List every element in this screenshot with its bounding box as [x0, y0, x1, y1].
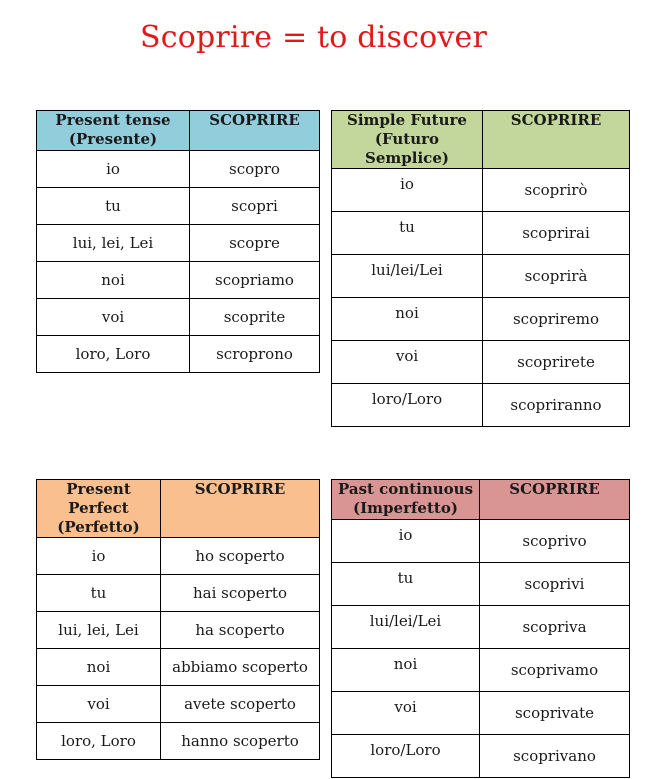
tense-name: Past continuous — [337, 480, 474, 498]
pronoun-cell: tu — [332, 212, 483, 255]
pronoun-cell: loro, Loro — [37, 336, 190, 373]
pronoun-cell: io — [37, 151, 190, 188]
table-row — [37, 649, 320, 686]
pronoun-cell: io — [332, 520, 480, 563]
verb-form-cell: avete scoperto — [161, 686, 320, 723]
verb-form-cell: scoprirò — [483, 169, 630, 212]
simple-future-header — [332, 111, 483, 169]
verb-form-cell: scoprirete — [483, 341, 630, 384]
table-row — [37, 686, 320, 723]
present-perfect-header — [37, 480, 161, 538]
table-row — [332, 169, 630, 212]
pronoun-cell: noi — [332, 298, 483, 341]
verb-form-cell: scopri — [190, 188, 320, 225]
table-row — [332, 384, 630, 427]
table-row — [37, 225, 320, 262]
tense-italian-name: (Perfetto) — [57, 518, 140, 536]
verb-form-cell: scopro — [190, 151, 320, 188]
verb-header: SCOPRIRE — [190, 111, 320, 151]
table-row — [332, 735, 630, 778]
table-row — [37, 336, 320, 373]
verb-form-cell: scoprivano — [480, 735, 630, 778]
pronoun-cell: lui/lei/Lei — [332, 606, 480, 649]
pronoun-cell: io — [332, 169, 483, 212]
pronoun-cell: voi — [332, 692, 480, 735]
table-row — [37, 188, 320, 225]
simple-future-table — [331, 110, 630, 427]
pronoun-cell: noi — [37, 649, 161, 686]
verb-form-cell: scopriremo — [483, 298, 630, 341]
table-row — [37, 612, 320, 649]
pronoun-cell: lui/lei/Lei — [332, 255, 483, 298]
verb-header: SCOPRIRE — [480, 480, 630, 520]
tense-name: Present Perfect — [66, 480, 131, 517]
tense-name: Simple Future — [347, 111, 467, 129]
tense-italian-name: (Presente) — [68, 130, 158, 148]
verb-form-cell: scoprivi — [480, 563, 630, 606]
pronoun-cell: loro/Loro — [332, 384, 483, 427]
verb-form-cell: scoprivate — [480, 692, 630, 735]
verb-form-cell: scopre — [190, 225, 320, 262]
table-row — [37, 723, 320, 760]
verb-form-cell: ha scoperto — [161, 612, 320, 649]
tense-italian-name: (Imperfetto) — [353, 499, 458, 517]
pronoun-cell: lui, lei, Lei — [37, 225, 190, 262]
pronoun-cell: loro/Loro — [332, 735, 480, 778]
tense-italian-name: (Futuro Semplice) — [365, 130, 449, 167]
table-row — [332, 255, 630, 298]
pronoun-cell: noi — [332, 649, 480, 692]
verb-form-cell: scoprivo — [480, 520, 630, 563]
table-row — [332, 692, 630, 735]
table-row — [332, 341, 630, 384]
verb-form-cell: scoprivamo — [480, 649, 630, 692]
verb-form-cell: scopriamo — [190, 262, 320, 299]
pronoun-cell: tu — [332, 563, 480, 606]
verb-form-cell: abbiamo scoperto — [161, 649, 320, 686]
verb-form-cell: scoprite — [190, 299, 320, 336]
verb-form-cell: ho scoperto — [161, 538, 320, 575]
table-row — [332, 563, 630, 606]
verb-header: SCOPRIRE — [161, 480, 320, 538]
table-row — [332, 298, 630, 341]
table-row — [332, 212, 630, 255]
verb-form-cell: scopriranno — [483, 384, 630, 427]
present-tense-header — [37, 111, 190, 151]
pronoun-cell: lui, lei, Lei — [37, 612, 161, 649]
table-row — [332, 520, 630, 563]
verb-form-cell: scopriva — [480, 606, 630, 649]
pronoun-cell: voi — [332, 341, 483, 384]
pronoun-cell: io — [37, 538, 161, 575]
page-title: Scoprire = to discover — [139, 20, 487, 55]
tense-name: Present tense — [55, 111, 171, 129]
verb-form-cell: hanno scoperto — [161, 723, 320, 760]
pronoun-cell: voi — [37, 686, 161, 723]
table-row — [332, 606, 630, 649]
pronoun-cell: tu — [37, 575, 161, 612]
verb-form-cell: scoprirai — [483, 212, 630, 255]
pronoun-cell: voi — [37, 299, 190, 336]
pronoun-cell: loro, Loro — [37, 723, 161, 760]
present-tense-table — [36, 110, 320, 373]
present-perfect-table — [36, 479, 320, 760]
verb-form-cell: hai scoperto — [161, 575, 320, 612]
table-row — [332, 649, 630, 692]
table-row — [37, 299, 320, 336]
table-row — [37, 538, 320, 575]
table-row — [37, 262, 320, 299]
past-continuous-header — [332, 480, 480, 520]
verb-header: SCOPRIRE — [483, 111, 630, 169]
pronoun-cell: tu — [37, 188, 190, 225]
past-continuous-table — [331, 479, 630, 778]
table-row — [37, 151, 320, 188]
verb-form-cell: scroprono — [190, 336, 320, 373]
verb-form-cell: scoprirà — [483, 255, 630, 298]
table-row — [37, 575, 320, 612]
pronoun-cell: noi — [37, 262, 190, 299]
